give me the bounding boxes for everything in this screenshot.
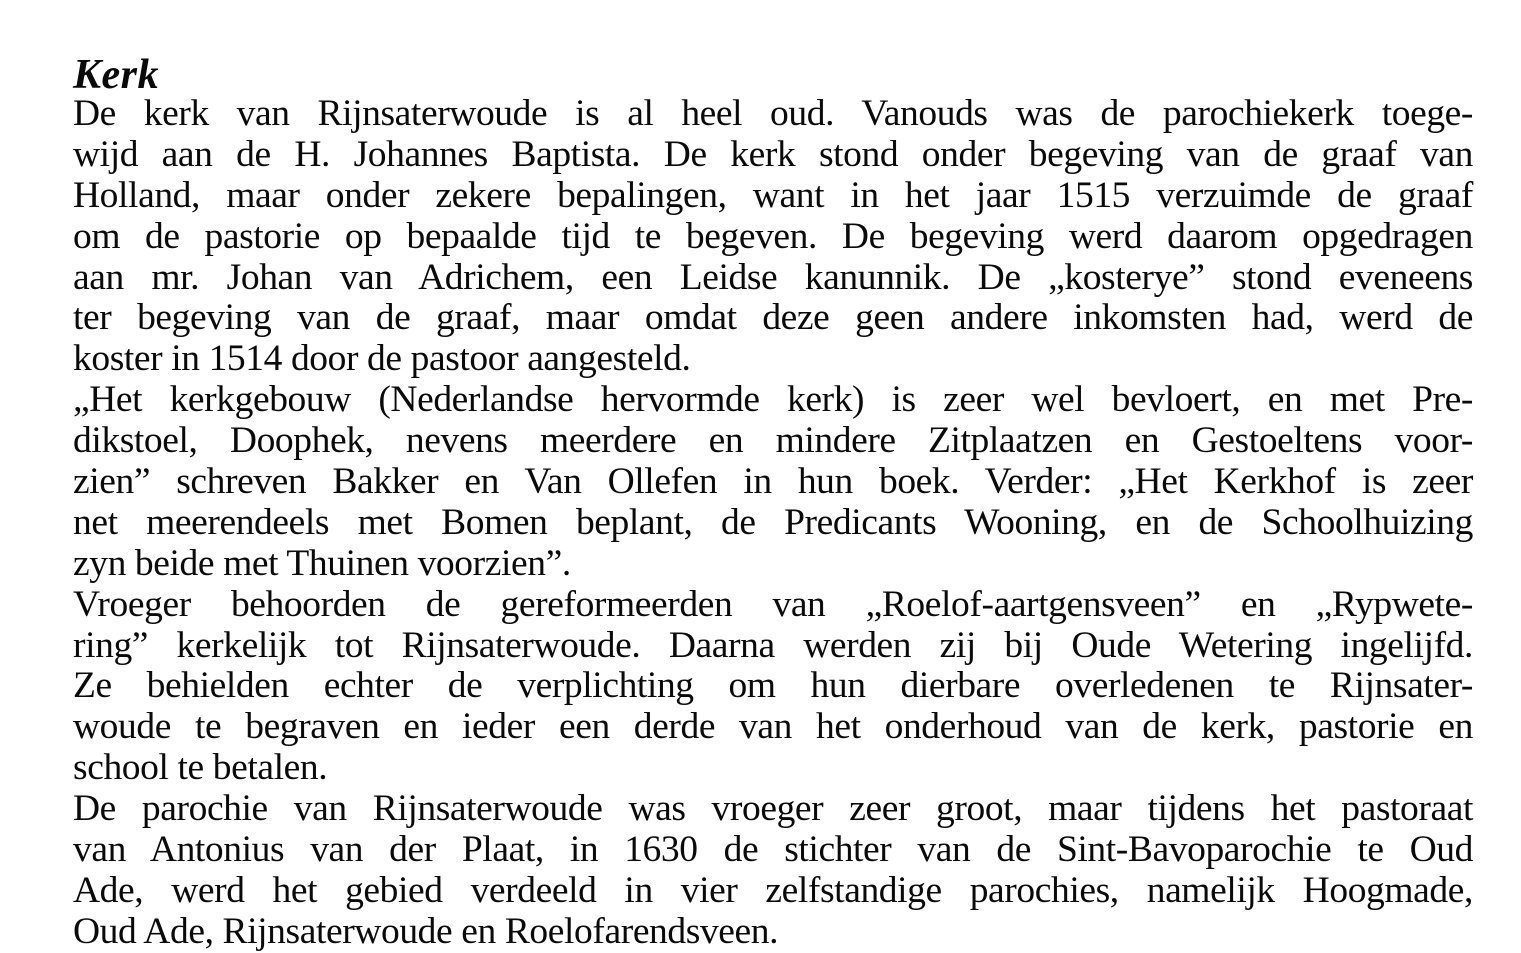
text-line: Ade, werd het gebied verdeeld in vier zelfstandige parochies, namelijk Hoogmade, — [73, 869, 1473, 911]
text-line: om de pastorie op bepaalde tijd te begeven. De begeving werd daarom opgedragen — [73, 215, 1473, 257]
text-line: aan mr. Johan van Adrichem, een Leidse kanunnik. De „kosterye” stond eveneens — [73, 256, 1473, 298]
text-line: ter begeving van de graaf, maar omdat deze geen andere inkomsten had, werd de — [73, 297, 1473, 339]
paragraph-parish — [73, 789, 1473, 953]
text-line: Vroeger behoorden de gereformeerden van „Roelof-aartgensveen” en „Rypwete- — [73, 583, 1473, 625]
text-line: Ze behielden echter de verplichting om hun dierbare overledenen te Rijnsater- — [73, 665, 1473, 707]
text-line: Holland, maar onder zekere bepalingen, want in het jaar 1515 verzuimde de graaf — [73, 174, 1473, 216]
text-line: De parochie van Rijnsaterwoude was vroeger zeer groot, maar tijdens het pastoraat — [73, 788, 1473, 830]
text-line: De kerk van Rijnsaterwoude is al heel oud. Vanouds was de parochiekerk toege- — [73, 93, 1473, 134]
text-line: van Antonius van der Plaat, in 1630 de stichter van de Sint-Bavoparochie te Oud — [73, 829, 1473, 871]
paragraph-church-history — [73, 94, 1473, 380]
text-line: zien” schreven Bakker en Van Ollefen in hun boek. Verder: „Het Kerkhof is zeer — [73, 461, 1473, 503]
body-text — [73, 94, 1473, 953]
paragraph-reformed — [73, 585, 1473, 789]
text-line: Oud Ade, Rijnsaterwoude en Roelofarendsveen. — [73, 910, 779, 952]
text-line: ring” kerkelijk tot Rijnsaterwoude. Daarna werden zij bij Oude Wetering ingelijfd. — [73, 624, 1473, 666]
section-heading: Kerk — [73, 52, 159, 98]
text-line: woude te begraven en ieder een derde van het onderhoud van de kerk, pastorie en — [73, 706, 1473, 748]
text-line: koster in 1514 door de pastoor aangesteld. — [73, 338, 691, 380]
text-line: school te betalen. — [73, 747, 328, 789]
document-page — [73, 52, 1473, 953]
text-line: wijd aan de H. Johannes Baptista. De kerk stond onder begeving van de graaf van — [73, 133, 1473, 175]
text-line: „Het kerkgebouw (Nederlandse hervormde kerk) is zeer wel bevloert, en met Pre- — [73, 379, 1473, 421]
text-line: dikstoel, Doophek, nevens meerdere en mindere Zitplaatzen en Gestoeltens voor- — [73, 420, 1473, 462]
paragraph-church-building — [73, 380, 1473, 584]
text-line: zyn beide met Thuinen voorzien”. — [73, 542, 571, 584]
text-line: net meerendeels met Bomen beplant, de Predicants Wooning, en de Schoolhuizing — [73, 501, 1473, 543]
